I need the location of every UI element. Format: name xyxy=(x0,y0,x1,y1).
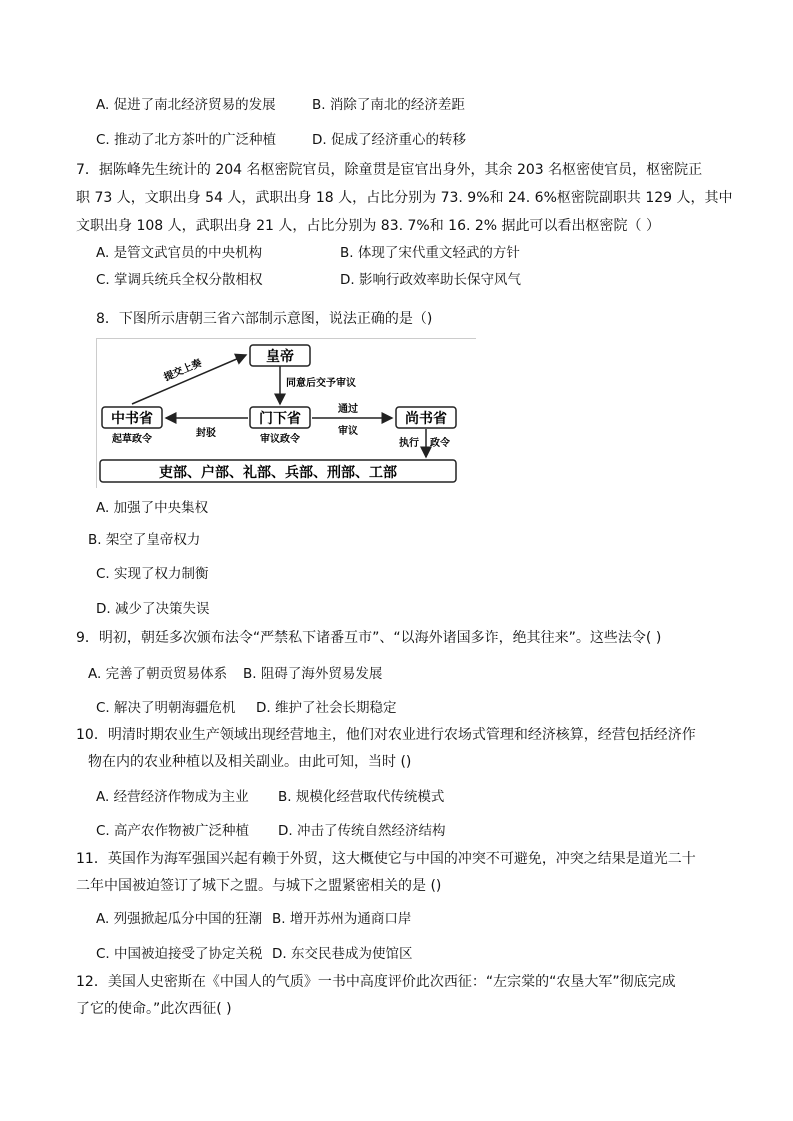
menxia-label: 门下省 xyxy=(259,411,301,427)
shangshu-label: 尚书省 xyxy=(405,411,447,427)
six-ministries-label: 吏部、户部、礼部、兵部、刑部、工部 xyxy=(159,465,397,481)
label-decree: 政令 xyxy=(430,438,450,449)
q7-stem-line1: 7．据陈峰先生统计的 204 名枢密院官员，除童贯是宦官出身外，其余 203 名枢密使官员，枢密院正 xyxy=(76,162,703,178)
q6-option-d: D. 促成了经济重心的转移 xyxy=(312,132,466,148)
diagram-svg xyxy=(96,338,476,488)
label-execute: 执行 xyxy=(399,438,419,449)
q11-option-d: D. 东交民巷成为使馆区 xyxy=(272,946,413,962)
q8-option-b: B. 架空了皇帝权力 xyxy=(88,532,201,548)
q9-option-d: D. 维护了社会长期稳定 xyxy=(256,700,397,716)
q7-stem-line2: 职 73 人，文职出身 54 人，武职出身 18 人，占比分别为 73. 9%和 24. 6%枢密院副职共 129 人，其中 xyxy=(76,190,733,206)
label-deliberate: 审议 xyxy=(338,426,358,437)
label-submit: 提交上奏 xyxy=(162,357,204,384)
label-review: 审议政令 xyxy=(260,434,300,445)
q8-stem: 8．下图所示唐朝三省六部制示意图，说法正确的是（) xyxy=(96,311,433,327)
q12-stem-line1: 12．美国人史密斯在《中国人的气质》一书中高度评价此次西征：“左宗棠的“农垦大军”彻底完成 xyxy=(76,974,676,990)
q11-option-c: C. 中国被迫接受了协定关税 xyxy=(96,946,263,962)
q6-option-a: A. 促进了南北经济贸易的发展 xyxy=(96,97,276,113)
q8-option-d: D. 减少了决策失误 xyxy=(96,601,210,617)
q9-option-a: A. 完善了朝贡贸易体系 xyxy=(88,666,228,682)
q7-option-b: B. 体现了宋代重文轻武的方针 xyxy=(340,245,520,261)
q10-stem-line1: 10．明清时期农业生产领域出现经营地主，他们对农业进行农场式管理和经济核算，经营包括经济作 xyxy=(76,727,696,743)
q11-option-a: A. 列强掀起瓜分中国的狂潮 xyxy=(96,911,263,927)
q11-stem-line1: 11．英国作为海军强国兴起有赖于外贸，这大概使它与中国的冲突不可避免，冲突之结果是道光二十 xyxy=(76,851,696,867)
label-reject: 封驳 xyxy=(196,428,216,439)
q8-option-c: C. 实现了权力制衡 xyxy=(96,566,209,582)
q6-option-b: B. 消除了南北的经济差距 xyxy=(312,97,465,113)
q10-option-c: C. 高产农作物被广泛种植 xyxy=(96,823,250,839)
q8-option-a: A. 加强了中央集权 xyxy=(96,500,209,516)
q10-option-b: B. 规模化经营取代传统模式 xyxy=(278,789,445,805)
q11-option-b: B. 增开苏州为通商口岸 xyxy=(272,911,412,927)
q9-stem: 9．明初，朝廷多次颁布法令“严禁私下诸番互市”、“以海外诸国多诈，绝其往来”。这些法令( ) xyxy=(76,630,662,646)
label-approve: 同意后交予审议 xyxy=(286,378,356,389)
q10-stem-line2: 物在内的农业种植以及相关副业。由此可知，当时 () xyxy=(88,754,412,770)
q12-stem-line2: 了它的使命。”此次西征( ) xyxy=(76,1001,232,1017)
emperor-label: 皇帝 xyxy=(266,349,294,365)
q9-option-c: C. 解决了明朝海疆危机 xyxy=(96,700,236,716)
q10-option-a: A. 经营经济作物成为主业 xyxy=(96,789,249,805)
three-departments-diagram xyxy=(96,338,476,488)
q7-option-c: C. 掌调兵统兵全权分散相权 xyxy=(96,272,263,288)
label-draft: 起草政令 xyxy=(112,434,152,445)
q9-option-b: B. 阻碍了海外贸易发展 xyxy=(243,666,383,682)
zhongshu-label: 中书省 xyxy=(111,411,153,427)
q11-stem-line2: 二年中国被迫签订了城下之盟。与城下之盟紧密相关的是 () xyxy=(76,878,442,894)
label-pass: 通过 xyxy=(338,404,358,415)
q10-option-d: D. 冲击了传统自然经济结构 xyxy=(278,823,446,839)
q7-stem-line3: 文职出身 108 人，武职出身 21 人，占比分别为 83. 7%和 16. 2% 据此可以看出枢密院（ ） xyxy=(76,218,660,234)
q7-option-a: A. 是管文武官员的中央机构 xyxy=(96,245,263,261)
q7-option-d: D. 影响行政效率助长保守风气 xyxy=(340,272,521,288)
q6-option-c: C. 推动了北方茶叶的广泛种植 xyxy=(96,132,277,148)
